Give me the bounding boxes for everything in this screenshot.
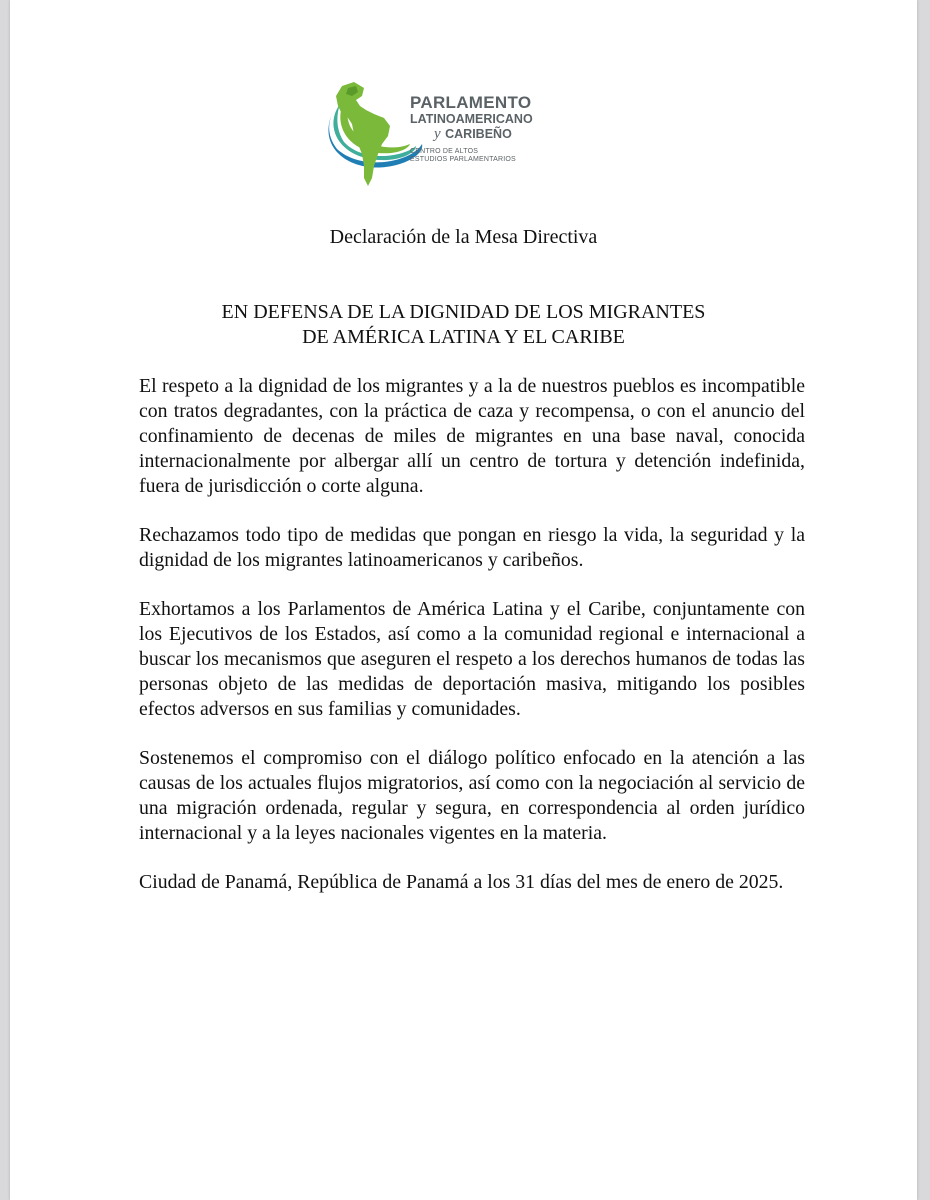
- logo-sub-line1: CENTRO DE ALTOS: [410, 148, 479, 155]
- paragraph-3: Exhortamos a los Parlamentos de América Latina y el Caribe, conjuntamente con los Ejecutivos de los Estados, así como a la comunidad regional e internacional a buscar los mecanismos que aseguren el respeto a los derechos humanos de todas las personas objeto de las medidas de deportación masiva, mitigando los posibles efectos adversos en sus familias y comunidades.: [139, 598, 805, 720]
- logo-subtitle: LATINOAMERICANO: [410, 112, 533, 126]
- closing-date-paragraph: Ciudad de Panamá, República de Panamá a los 31 días del mes de enero de 2025.: [139, 871, 784, 893]
- document-page: [10, 0, 917, 1200]
- main-title-line2: DE AMÉRICA LATINA Y EL CARIBE: [302, 326, 625, 348]
- logo-caribe: CARIBEÑO: [445, 127, 512, 141]
- main-title: [10, 300, 917, 350]
- main-title-line1: EN DEFENSA DE LA DIGNIDAD DE LOS MIGRANTES: [221, 301, 706, 323]
- paragraph-1: El respeto a la dignidad de los migrantes y a la de nuestros pueblos es incompatible con tratos degradantes, con la práctica de caza y recompensa, o con el anuncio del confinamiento de decenas de miles de migrantes en una base naval, conocida internacionalmente por albergar allí un centro de tortura y detención indefinida, fuera de jurisdicción o corte alguna.: [139, 375, 805, 497]
- document-body: [139, 374, 805, 919]
- logo-center: [410, 148, 550, 164]
- logo-wordmark: [410, 94, 550, 164]
- logo-caribe-line: [410, 126, 550, 142]
- logo-y: y: [434, 126, 441, 142]
- paragraph-4: Sostenemos el compromiso con el diálogo político enfocado en la atención a las causas de los actuales flujos migratorios, así como con la negociación al servicio de una migración ordenada, regular y segura, en correspondencia al orden jurídico internacional y a la leyes nacionales vigentes en la materia.: [139, 747, 805, 844]
- parlatino-logo: [312, 74, 552, 194]
- paragraph-2: Rechazamos todo tipo de medidas que pongan en riesgo la vida, la seguridad y la dignidad de los migrantes latinoamericanos y caribeños.: [139, 524, 805, 571]
- logo-sub-line2: ESTUDIOS PARLAMENTARIOS: [410, 156, 516, 163]
- logo-title: PARLAMENTO: [410, 93, 532, 112]
- declaration-title: Declaración de la Mesa Directiva: [329, 226, 598, 248]
